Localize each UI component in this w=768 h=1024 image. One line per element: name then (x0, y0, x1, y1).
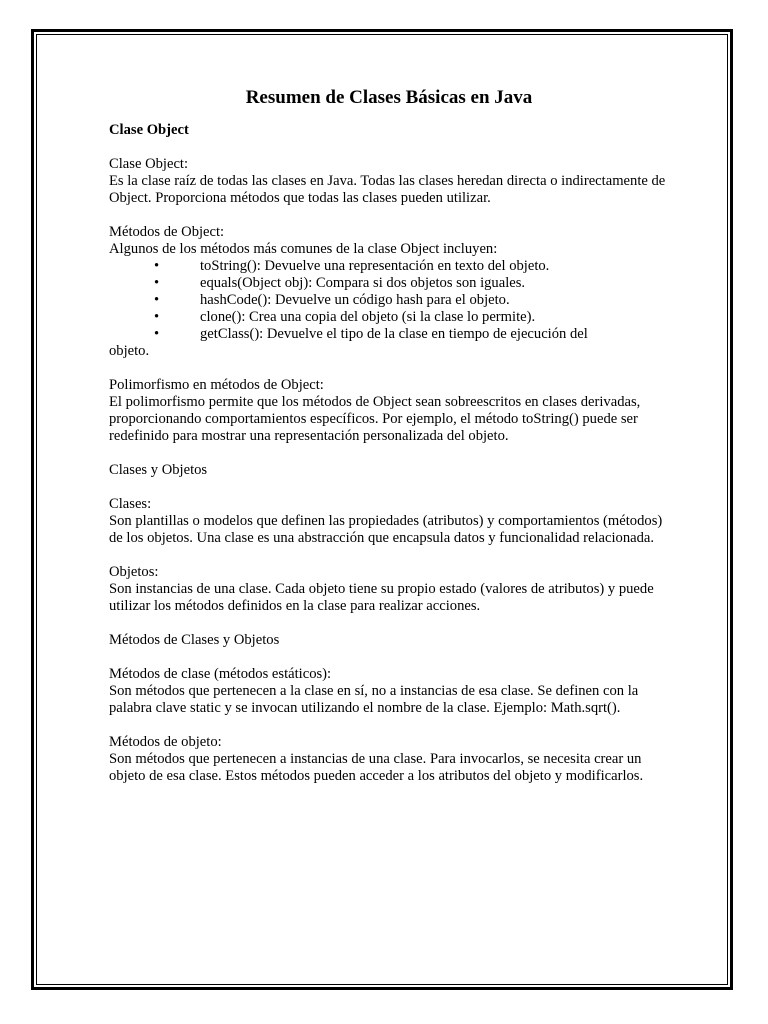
document-body (109, 86, 669, 785)
document-title: Resumen de Clases Básicas en Java (245, 87, 533, 108)
classes-label: Clases: (109, 496, 152, 512)
bullet-icon: • (154, 292, 160, 308)
bullet-icon: • (154, 309, 160, 325)
object-text: Es la clase raíz de todas las clases en Java. Todas las clases heredan directa o indirectamente de Object. Proporciona métodos que todas las clases pueden utilizar. (109, 173, 666, 206)
bullet-icon: • (154, 258, 160, 274)
bullet-icon: • (154, 326, 160, 342)
instance-methods-text: Son métodos que pertenecen a instancias de una clase. Para invocarlos, se necesita crear un objeto de esa clase. Estos métodos pueden acceder a los atributos del objeto y modificarlos. (109, 751, 644, 784)
methods-intro: Algunos de los métodos más comunes de la clase Object incluyen: (109, 241, 498, 257)
static-methods-label: Métodos de clase (métodos estáticos): (109, 666, 332, 682)
static-methods-text: Son métodos que pertenecen a la clase en sí, no a instancias de esa clase. Se definen con la palabra clave static y se invocan utilizando el nombre de la clase. Ejemplo: Math.sqrt(). (109, 683, 639, 716)
list-item: • equals(Object obj): Compara si dos objetos son iguales. (154, 275, 526, 291)
methods-label: Métodos de Object: (109, 224, 225, 240)
section-heading-metodos: Métodos de Clases y Objetos (109, 632, 280, 648)
list-item: • clone(): Crea una copia del objeto (si la clase lo permite). (154, 309, 536, 325)
section-heading-clase-object: Clase Object (109, 122, 189, 138)
methods-list-tail: objeto. (109, 343, 150, 359)
objects-text: Son instancias de una clase. Cada objeto tiene su propio estado (valores de atributos) y puede utilizar los métodos definidos en la clase para realizar acciones. (109, 581, 654, 614)
polymorphism-label: Polimorfismo en métodos de Object: (109, 377, 324, 393)
object-label: Clase Object: (109, 156, 189, 172)
polymorphism-text: El polimorfismo permite que los métodos de Object sean sobreescritos en clases derivadas, proporcionando comportamientos específicos. Por ejemplo, el método toString() puede ser redefinido para mostrar una representación personalizada del objeto. (109, 394, 641, 444)
objects-label: Objetos: (109, 564, 159, 580)
list-item: • hashCode(): Devuelve un código hash para el objeto. (154, 292, 510, 308)
list-item: • getClass(): Devuelve el tipo de la clase en tiempo de ejecución del (154, 326, 588, 342)
methods-list (109, 258, 669, 343)
section-heading-clases-objetos: Clases y Objetos (109, 462, 208, 478)
classes-text: Son plantillas o modelos que definen las propiedades (atributos) y comportamientos (métodos) de los objetos. Una clase es una abstracción que encapsula datos y funcionalidad relacionada. (109, 513, 663, 546)
bullet-icon: • (154, 275, 160, 291)
list-item: • toString(): Devuelve una representación en texto del objeto. (154, 258, 550, 274)
instance-methods-label: Métodos de objeto: (109, 734, 222, 750)
